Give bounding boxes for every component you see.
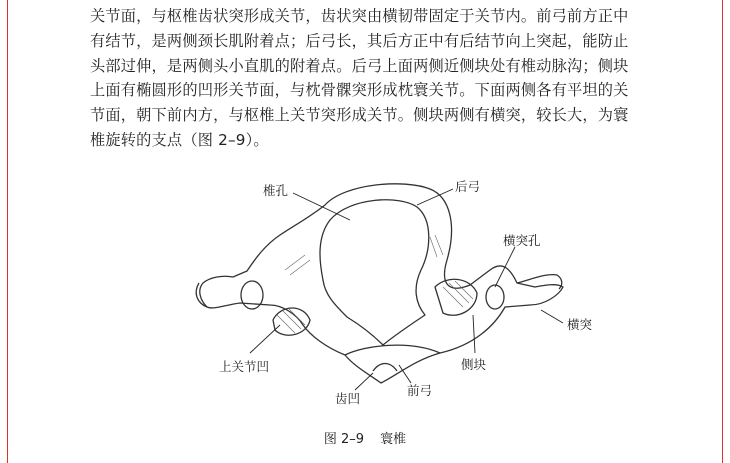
atlas-bone-drawing	[196, 184, 563, 383]
label-dens-fovea: 齿凹	[335, 391, 361, 406]
label-lateral-mass: 侧块	[461, 357, 487, 372]
label-vertebral-foramen: 椎孔	[263, 183, 289, 198]
paragraph-line: 上面有椭圆形的凹形关节面，与枕骨髁突形成枕寰关节。下面两侧各有平坦的关	[90, 81, 629, 100]
figure-caption	[0, 428, 730, 447]
label-superior-articular-fovea: 上关节凹	[219, 359, 270, 374]
figure-title: 寰椎	[380, 432, 407, 447]
label-leader-lines	[250, 189, 563, 390]
paragraph-line: 节面，朝下前内方，与枢椎上关节突形成关节。侧块两侧有横突，较长大，为寰	[90, 106, 629, 125]
paragraph-line: 头部过伸，是两侧头小直肌的附着点。后弓上面两侧近侧块处有椎动脉沟；侧块	[90, 56, 629, 75]
bone-shading	[277, 235, 473, 333]
page-frame-left-border	[7, 0, 8, 463]
label-transverse-foramen: 横突孔	[503, 233, 541, 248]
page-frame-right-border	[722, 0, 723, 463]
figure-number: 图 2–9	[323, 432, 365, 447]
atlas-vertebra-illustration	[185, 175, 625, 415]
paragraph-line: 关节面，与枢椎齿状突形成关节，齿状突由横韧带固定于关节内。前弓前方正中	[90, 7, 629, 25]
label-anterior-arch: 前弓	[407, 383, 433, 398]
paragraph-line: 有结节，是两侧颈长肌附着点；后弓长，其后方正中有后结节向上突起，能防止	[90, 31, 629, 50]
paragraph-line: 椎旋转的支点（图 2–9）。	[90, 130, 269, 149]
body-paragraph	[90, 4, 705, 153]
label-transverse-process: 横突	[567, 317, 593, 332]
label-posterior-arch: 后弓	[455, 179, 481, 194]
